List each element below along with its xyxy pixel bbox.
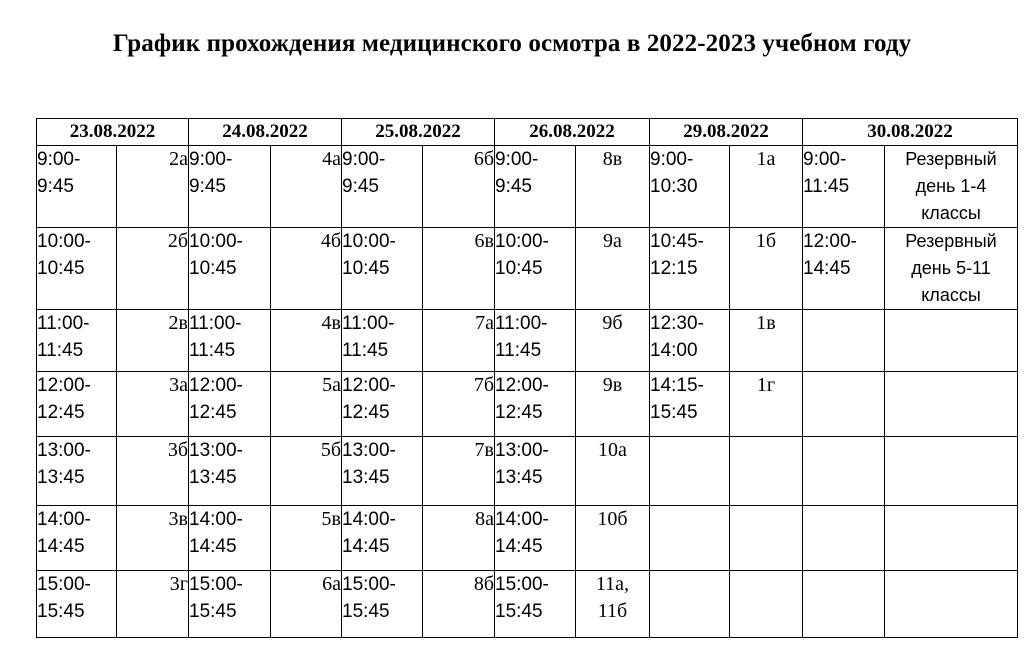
time-cell	[803, 571, 885, 638]
class-cell: 3а	[117, 372, 189, 437]
time-cell: 13:00- 13:45	[37, 437, 117, 506]
date-header: 24.08.2022	[189, 119, 342, 146]
class-cell: 4а	[271, 146, 342, 228]
class-cell: 4в	[271, 310, 342, 372]
class-cell: 5а	[271, 372, 342, 437]
time-cell: 15:00- 15:45	[37, 571, 117, 638]
time-cell: 10:00- 10:45	[495, 228, 576, 310]
date-header: 26.08.2022	[495, 119, 650, 146]
time-cell	[803, 437, 885, 506]
table-row	[37, 437, 1018, 506]
time-cell: 13:00- 13:45	[189, 437, 271, 506]
time-cell: 14:15- 15:45	[650, 372, 730, 437]
time-cell: 10:45- 12:15	[650, 228, 730, 310]
time-cell: 11:00- 11:45	[37, 310, 117, 372]
note-cell	[885, 571, 1018, 638]
class-cell: 2в	[117, 310, 189, 372]
time-cell: 15:00- 15:45	[342, 571, 423, 638]
class-cell: 10б	[576, 506, 650, 571]
time-cell: 12:00- 12:45	[189, 372, 271, 437]
time-cell	[650, 571, 730, 638]
table-row	[37, 372, 1018, 437]
date-header: 29.08.2022	[650, 119, 803, 146]
note-cell	[885, 310, 1018, 372]
header-row	[37, 119, 1018, 146]
time-cell: 12:00- 12:45	[37, 372, 117, 437]
time-cell: 11:00- 11:45	[495, 310, 576, 372]
class-cell: 1в	[730, 310, 803, 372]
time-cell: 10:00- 10:45	[189, 228, 271, 310]
class-cell: 9а	[576, 228, 650, 310]
class-cell	[730, 506, 803, 571]
class-cell: 3г	[117, 571, 189, 638]
time-cell: 9:00- 10:30	[650, 146, 730, 228]
time-cell	[650, 437, 730, 506]
time-cell	[803, 310, 885, 372]
class-cell: 8б	[423, 571, 495, 638]
note-cell	[885, 437, 1018, 506]
table-row	[37, 146, 1018, 228]
class-cell: 2б	[117, 228, 189, 310]
time-cell: 9:00- 9:45	[189, 146, 271, 228]
note-cell	[885, 506, 1018, 571]
time-cell	[803, 372, 885, 437]
time-cell: 11:00- 11:45	[189, 310, 271, 372]
class-cell	[730, 437, 803, 506]
page-title: График прохождения медицинского осмотра в 2022-2023 учебном году	[112, 30, 912, 57]
class-cell: 11а, 11б	[576, 571, 650, 638]
table-row	[37, 310, 1018, 372]
time-cell: 14:00- 14:45	[189, 506, 271, 571]
date-header: 25.08.2022	[342, 119, 495, 146]
time-cell: 13:00- 13:45	[342, 437, 423, 506]
table-row	[37, 506, 1018, 571]
class-cell: 7в	[423, 437, 495, 506]
time-cell: 10:00- 10:45	[37, 228, 117, 310]
class-cell: 8а	[423, 506, 495, 571]
time-cell	[650, 506, 730, 571]
class-cell: 3б	[117, 437, 189, 506]
table-row	[37, 228, 1018, 310]
class-cell	[730, 571, 803, 638]
note-cell: Резервный день 1-4 классы	[885, 146, 1018, 228]
time-cell: 14:00- 14:45	[495, 506, 576, 571]
time-cell: 9:00- 9:45	[37, 146, 117, 228]
class-cell: 10а	[576, 437, 650, 506]
time-cell: 11:00- 11:45	[342, 310, 423, 372]
class-cell: 9б	[576, 310, 650, 372]
time-cell: 14:00- 14:45	[342, 506, 423, 571]
class-cell: 9в	[576, 372, 650, 437]
time-cell: 12:30- 14:00	[650, 310, 730, 372]
class-cell: 1б	[730, 228, 803, 310]
class-cell: 5б	[271, 437, 342, 506]
class-cell: 1а	[730, 146, 803, 228]
time-cell: 9:00- 9:45	[342, 146, 423, 228]
time-cell: 14:00- 14:45	[37, 506, 117, 571]
time-cell: 9:00- 9:45	[495, 146, 576, 228]
class-cell: 4б	[271, 228, 342, 310]
class-cell: 2а	[117, 146, 189, 228]
time-cell: 12:00- 12:45	[495, 372, 576, 437]
class-cell: 3в	[117, 506, 189, 571]
class-cell: 5в	[271, 506, 342, 571]
class-cell: 8в	[576, 146, 650, 228]
class-cell: 6б	[423, 146, 495, 228]
table-row	[37, 571, 1018, 638]
time-cell: 12:00- 12:45	[342, 372, 423, 437]
time-cell: 15:00- 15:45	[189, 571, 271, 638]
date-header: 30.08.2022	[803, 119, 1018, 146]
note-cell: Резервный день 5-11 классы	[885, 228, 1018, 310]
class-cell: 6в	[423, 228, 495, 310]
time-cell: 10:00- 10:45	[342, 228, 423, 310]
time-cell	[803, 506, 885, 571]
note-cell	[885, 372, 1018, 437]
time-cell: 13:00- 13:45	[495, 437, 576, 506]
class-cell: 7а	[423, 310, 495, 372]
time-cell: 9:00- 11:45	[803, 146, 885, 228]
time-cell: 15:00- 15:45	[495, 571, 576, 638]
schedule-table	[36, 118, 1018, 638]
class-cell: 1г	[730, 372, 803, 437]
time-cell: 12:00- 14:45	[803, 228, 885, 310]
class-cell: 6а	[271, 571, 342, 638]
class-cell: 7б	[423, 372, 495, 437]
date-header: 23.08.2022	[37, 119, 189, 146]
